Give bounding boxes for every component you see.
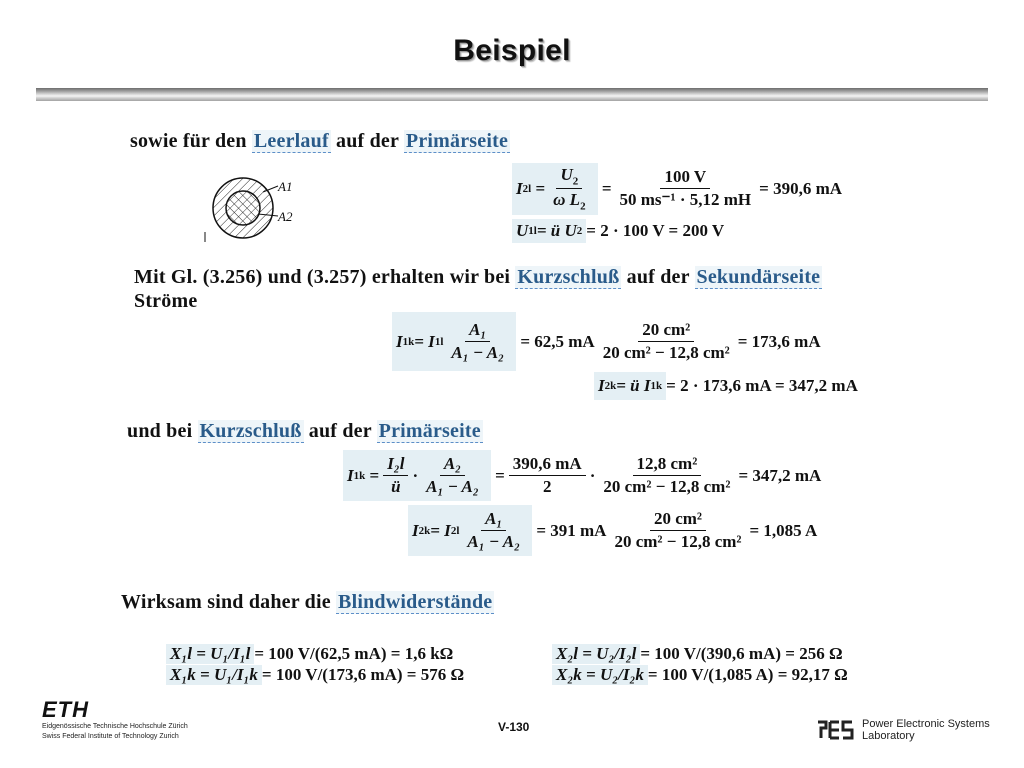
- eq-value-denominator: 20 cm² − 12,8 cm²: [602, 343, 730, 362]
- eq-value-denominator: 50 ms⁻¹ · 5,12 mH: [619, 190, 752, 210]
- eq-value-numerator: 20 cm²: [638, 320, 694, 342]
- figure-label-a1: A1: [278, 179, 293, 194]
- reactance-x1k: [166, 665, 464, 685]
- reactance-x2k: [552, 665, 848, 685]
- eq-symbol: I: [516, 178, 523, 198]
- eq-lhs: X₂k = U₂/I₂k: [556, 665, 644, 684]
- figure-label-a2: A2: [278, 209, 293, 224]
- equation-i2k-primary: [408, 505, 817, 556]
- eq-value-numerator: 100 V: [660, 167, 710, 189]
- equation-i2l: I 2l = $\frac{U_2}{\omega L_2}$ = $\frac{100 V}{\text{50 ms⁻¹ · 5,12 mH}}$ = 390,6 mA: [512, 163, 842, 215]
- eq-result: = 347,2 mA: [738, 465, 822, 485]
- page-number: V-130: [498, 720, 530, 734]
- eq-subscript: 2: [576, 225, 583, 237]
- eq-subscript: 2: [580, 200, 586, 213]
- highlight-kurzschluss: Kurzschluß: [517, 266, 620, 288]
- eq-lhs: X₂l = U₂/I₂l: [556, 644, 637, 663]
- eq-value-numerator: 12,8 cm²: [633, 454, 702, 476]
- eq-result: = 100 V/(62,5 mA) = 1,6 kΩ: [254, 644, 454, 663]
- eq-subscript: 2k: [604, 380, 617, 392]
- section3-text: [127, 420, 483, 443]
- eq-frac-numerator: A₁: [465, 320, 490, 342]
- prose-text: auf der: [336, 130, 399, 152]
- eq-subscript: 1k: [650, 380, 663, 392]
- eq-value-denominator: 2: [542, 477, 552, 496]
- eq-frac-numerator: A₂: [440, 454, 465, 476]
- eq-subscript: 1l: [528, 225, 537, 237]
- prose-text: Mit Gl. (3.256) und (3.257) erhalten wir bei: [134, 266, 511, 288]
- eq-frac-numerator: A₁: [481, 509, 506, 531]
- highlight-primaerseite: Primärseite: [378, 420, 481, 442]
- pes-logo-icon: [816, 719, 856, 741]
- prose-text: auf der: [308, 420, 372, 442]
- eq-subscript: 1k: [402, 335, 415, 348]
- eq-symbol: U: [516, 221, 529, 240]
- section4-text: [121, 591, 494, 614]
- eth-institution: [42, 722, 188, 742]
- eq-subscript: 1l: [434, 335, 444, 348]
- eq-value-numerator: 20 cm²: [650, 509, 706, 531]
- prose-text: Wirksam sind daher die: [121, 591, 331, 613]
- eq-result: = 390,6 mA: [759, 178, 843, 198]
- highlight-sekundaerseite: Sekundärseite: [696, 266, 821, 288]
- eq-symbol: I: [396, 331, 403, 351]
- eq-lhs: X₁k = U₁/I₁k: [170, 665, 258, 684]
- eq-subscript: 2l: [450, 524, 460, 537]
- eq-symbol: ω L: [553, 190, 581, 210]
- eq-symbol: U: [560, 165, 573, 184]
- section1-text: [130, 130, 510, 153]
- highlight-kurzschluss: Kurzschluß: [199, 420, 302, 442]
- section2-text: [134, 265, 822, 313]
- highlight-blindwiderstaende: Blindwiderstände: [338, 591, 493, 613]
- page-title: Beispiel: [453, 34, 571, 67]
- eq-symbol: = I: [430, 520, 451, 540]
- eq-result: = 2 · 173,6 mA = 347,2 mA: [666, 376, 858, 395]
- eq-frac-denominator: A₁ − A₂: [451, 343, 505, 362]
- prose-text: auf der: [626, 266, 690, 288]
- eq-lhs: X₁l = U₁/I₁l: [170, 644, 251, 663]
- eq-subscript: 2l: [522, 182, 532, 195]
- eth-logo: ETH: [42, 697, 89, 722]
- eq-result: = 173,6 mA: [737, 331, 821, 351]
- eq-frac-denominator: ü: [391, 477, 401, 496]
- eth-line2: Swiss Federal Institute of Technology Zurich: [42, 733, 179, 740]
- eq-multiplier: = 391 mA: [536, 520, 607, 540]
- eq-symbol: = ü I: [616, 376, 651, 395]
- prose-text: und bei: [127, 420, 193, 442]
- eq-value-numerator: 390,6 mA: [509, 454, 586, 476]
- pes-lab-name: [862, 718, 990, 742]
- prose-text: Ströme: [134, 290, 198, 312]
- reactance-x2l: [552, 644, 843, 664]
- highlight-primaerseite: Primärseite: [405, 130, 509, 152]
- reactance-x1l: [166, 644, 453, 664]
- eq-symbol: = ü U: [536, 221, 577, 240]
- eq-result: = 100 V/(173,6 mA) = 576 Ω: [261, 665, 465, 684]
- eq-value-denominator: 20 cm² − 12,8 cm²: [603, 477, 731, 496]
- title-divider: [36, 88, 988, 101]
- eq-subscript: 1k: [353, 469, 366, 482]
- eq-result: = 100 V/(390,6 mA) = 256 Ω: [640, 644, 843, 663]
- equation-i1k-secondary: [392, 312, 821, 371]
- eq-symbol: I: [347, 465, 354, 485]
- eq-symbol: = I: [414, 331, 435, 351]
- eq-subscript: 2k: [418, 524, 431, 537]
- equation-i2k-secondary: [594, 372, 858, 400]
- eq-value-denominator: 20 cm² − 12,8 cm²: [614, 532, 742, 551]
- pes-line2: Laboratory: [862, 730, 915, 742]
- prose-text: sowie für den: [130, 130, 247, 152]
- eq-frac-numerator: I₂l: [383, 454, 408, 476]
- eq-symbol: I: [598, 376, 605, 395]
- highlight-leerlauf: Leerlauf: [253, 130, 329, 152]
- equation-u1l: [512, 219, 724, 243]
- eq-multiplier: = 62,5 mA: [520, 331, 595, 351]
- eq-subscript: 2: [572, 175, 579, 188]
- eq-symbol: I: [412, 520, 419, 540]
- eq-result: = 1,085 A: [749, 520, 818, 540]
- equation-i1k-primary: I 1k = $\frac{\text{I₂l}}{ü}$ · $\frac{\text{A₂}}{\text{A₁ − A₂}}$ = $\frac{390,6 mA}{2}$ · $\frac{\text{12,8 cm²}}{\text{20 cm² − 12,8 cm²}}$ = 347,2 mA: [343, 450, 821, 501]
- pes-line1: Power Electronic Systems: [862, 718, 990, 730]
- eq-frac-denominator: A₁ − A₂: [467, 532, 521, 551]
- eq-result: = 2 · 100 V = 200 V: [586, 221, 725, 240]
- eq-result: = 100 V/(1,085 A) = 92,17 Ω: [647, 665, 848, 684]
- eth-line1: Eidgenössische Technische Hochschule Zürich: [42, 723, 188, 730]
- eq-frac-denominator: A₁ − A₂: [426, 477, 479, 496]
